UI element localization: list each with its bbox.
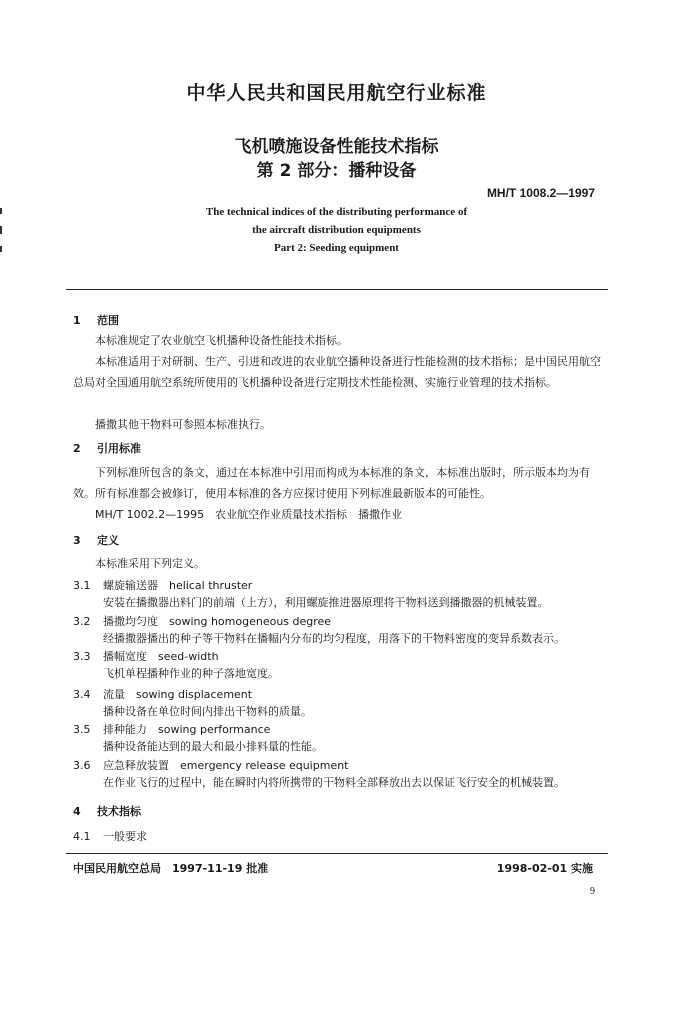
section-heading [73, 532, 119, 548]
definition-term: 3.5 排种能力 sowing performance [73, 723, 271, 736]
section-title: 引用标准 [97, 442, 141, 455]
section-title: 定义 [97, 534, 119, 547]
definition-description: 经播撒器播出的种子等干物料在播幅内分布的均匀程度，用落下的干物料密度的变异系数表示。 [103, 632, 565, 645]
section-heading [73, 440, 141, 456]
definition-description: 飞机单程播种作业的种子落地宽度。 [103, 667, 279, 680]
definition-term: 3.3 播幅宽度 seed-width [73, 650, 219, 663]
paragraph: 本标准规定了农业航空飞机播种设备性能技术指标。 [95, 334, 348, 347]
reference-standard: MH/T 1002.2—1995 农业航空作业质量技术指标 播撒作业 [95, 508, 403, 521]
english-title-line-3: Part 2: Seeding equipment [274, 242, 399, 254]
approval-info: 中国民用航空总局 1997-11-19 批准 [73, 862, 269, 875]
header-divider [66, 289, 608, 290]
subsection-heading: 4.1 一般要求 [73, 830, 147, 843]
paragraph: 下列标准所包含的条文，通过在本标准中引用而构成为本标准的条文，本标准出版时，所示版本均为有效。所有标准都会被修订，使用本标准的各方应探讨使用下列标准最新版本的可能性。 [73, 466, 590, 500]
section-number: 4 [73, 805, 81, 818]
section-number: 2 [73, 442, 81, 455]
document-title: 飞机喷施设备性能技术指标 [234, 137, 439, 157]
section-heading [73, 312, 119, 328]
definition-term: 3.4 流量 sowing displacement [73, 688, 253, 701]
paragraph: 本标准采用下列定义。 [95, 557, 205, 570]
section-title: 范围 [97, 314, 119, 327]
definition-description: 播种设备在单位时间内排出干物料的质量。 [103, 705, 312, 718]
section-title: 技术指标 [97, 805, 141, 818]
definition-term: 3.2 播撒均匀度 sowing homogeneous degree [73, 615, 332, 628]
definition-description: 播种设备能达到的最大和最小排料量的性能。 [103, 740, 323, 753]
paragraph: 播撒其他干物料可参照本标准执行。 [95, 418, 271, 431]
organization-heading: 中华人民共和国民用航空行业标准 [186, 82, 487, 104]
section-number: 3 [73, 534, 81, 547]
implementation-date: 1998-02-01 实施 [496, 862, 593, 875]
english-title-line-1: The technical indices of the distributing performance of [205, 206, 468, 218]
standard-code: MH/T 1008.2—1997 [486, 186, 595, 200]
definition-term: 3.1 螺旋输送器 helical thruster [73, 579, 253, 592]
document-subtitle: 第 2 部分：播种设备 [256, 161, 417, 181]
paragraph: 本标准适用于对研制、生产、引进和改进的农业航空播种设备进行性能检测的技术指标；是中国民用航空总局对全国通用航空系统所使用的飞机播种设备进行定期技术性能检测、实施行业管理的技术指标。 [73, 355, 601, 389]
section-heading [73, 803, 141, 819]
definition-description: 在作业飞行的过程中，能在瞬时内将所携带的干物料全部释放出去以保证飞行安全的机械装置。 [103, 776, 565, 789]
page-number: 9 [590, 886, 595, 897]
footer-divider [66, 853, 608, 854]
english-title-line-2: the aircraft distribution equipments [252, 224, 421, 236]
definition-description: 安装在播撒器出料门的前端（上方），利用螺旋推进器原理将干物料送到播撒器的机械装置。 [103, 596, 549, 609]
definition-term: 3.6 应急释放装置 emergency release equipment [73, 759, 349, 772]
section-number: 1 [73, 314, 81, 327]
